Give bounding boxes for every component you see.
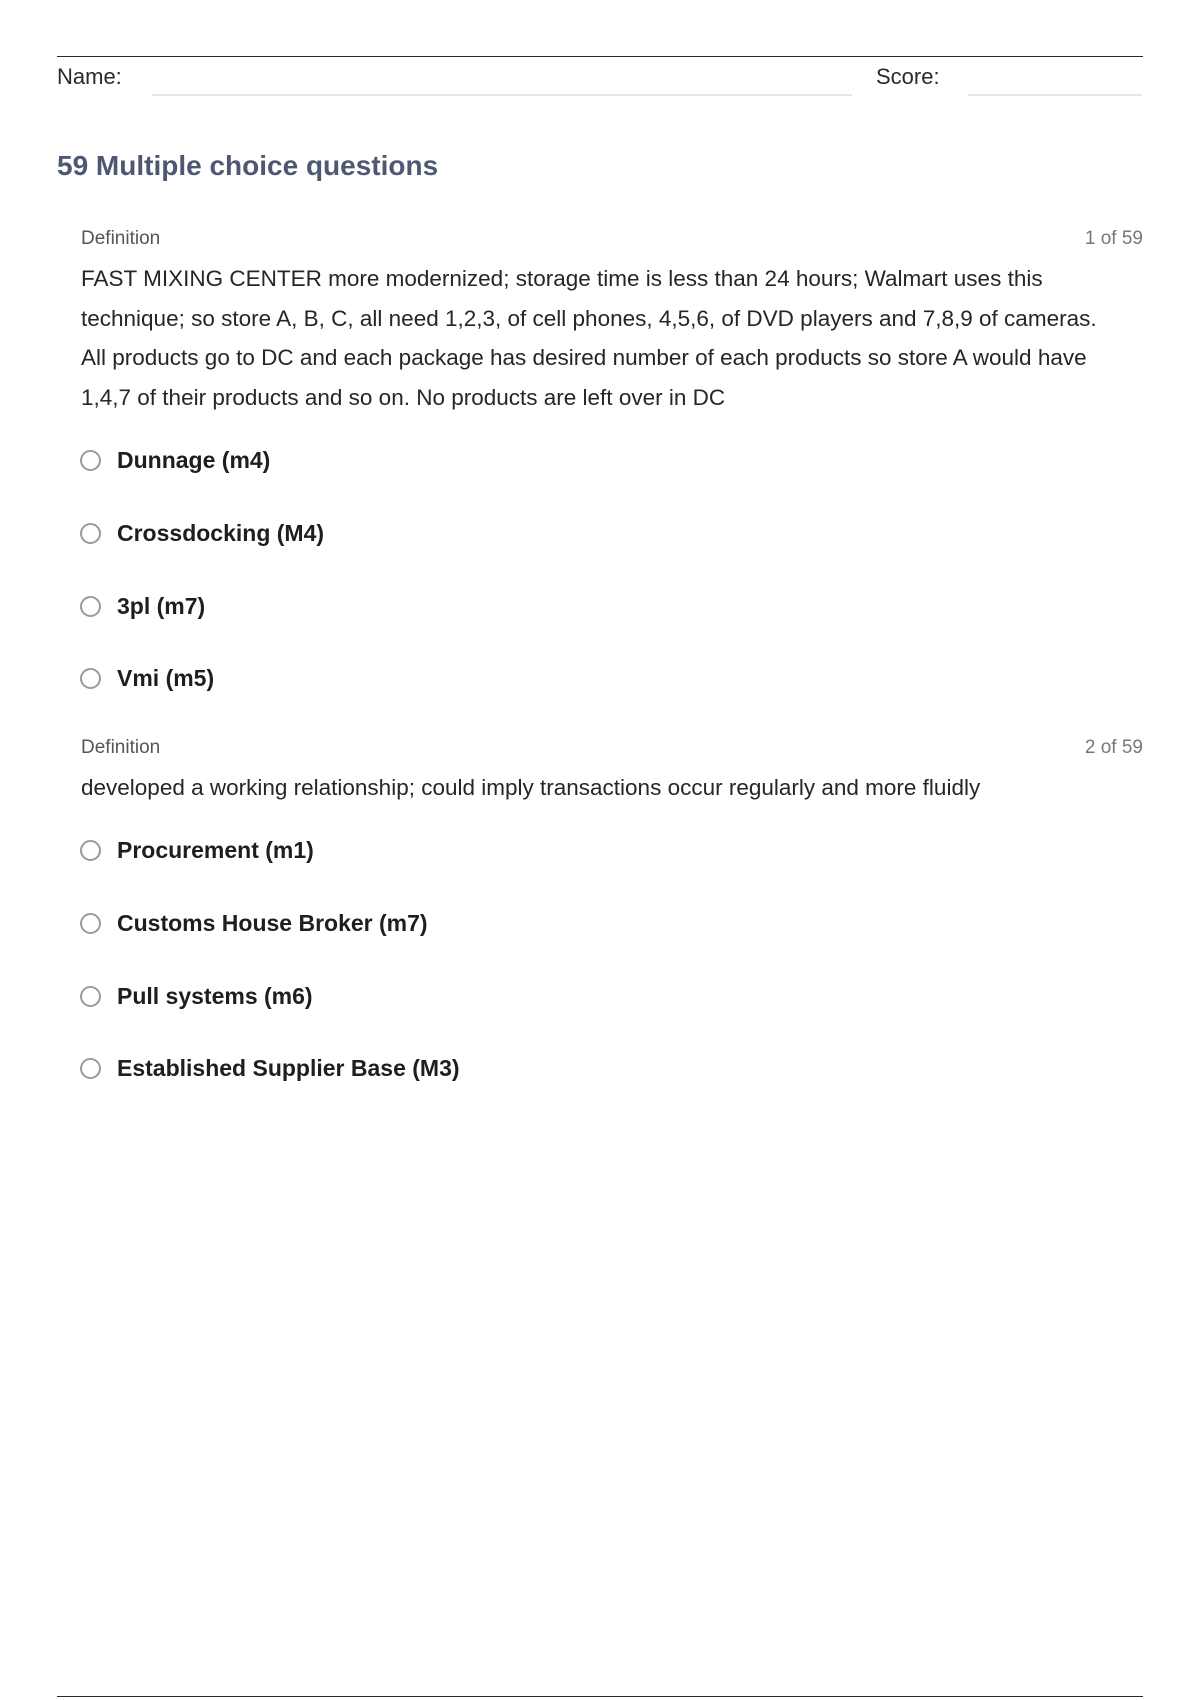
option-label: Customs House Broker (m7) <box>117 909 428 936</box>
option-label: Procurement (m1) <box>117 836 314 863</box>
option-label: Crossdocking (M4) <box>117 519 325 546</box>
question-1-counter: 1 of 59 <box>1084 228 1143 249</box>
question-2-option-2[interactable] <box>80 908 428 938</box>
score-label: Score: <box>876 64 940 89</box>
radio-button-icon[interactable] <box>80 986 101 1007</box>
name-field[interactable] <box>152 94 852 96</box>
option-label: Established Supplier Base (M3) <box>117 1054 460 1081</box>
option-label: Vmi (m5) <box>117 664 215 691</box>
question-2-option-3[interactable] <box>80 981 313 1011</box>
question-2-option-1[interactable] <box>80 835 314 865</box>
footer-rule <box>57 1696 1143 1697</box>
question-2-option-4[interactable] <box>80 1053 460 1083</box>
radio-button-icon[interactable] <box>80 523 101 544</box>
radio-button-icon[interactable] <box>80 1058 101 1079</box>
header-top-rule <box>57 56 1143 57</box>
option-label: Dunnage (m4) <box>117 446 271 473</box>
question-1-option-3[interactable] <box>80 591 205 621</box>
radio-button-icon[interactable] <box>80 450 101 471</box>
option-label: 3pl (m7) <box>117 592 206 619</box>
question-2-definition-text: developed a working relationship; could imply transactions occur regularly and more fluidly <box>81 775 981 800</box>
question-1-option-4[interactable] <box>80 663 214 693</box>
section-title: 59 Multiple choice questions <box>57 150 439 181</box>
radio-button-icon[interactable] <box>80 596 101 617</box>
question-1-option-2[interactable] <box>80 518 324 548</box>
score-field[interactable] <box>968 94 1142 96</box>
radio-button-icon[interactable] <box>80 840 101 861</box>
radio-button-icon[interactable] <box>80 913 101 934</box>
question-1-definition-text: FAST MIXING CENTER more modernized; storage time is less than 24 hours; Walmart uses this technique; so store A, B, C, all need 1,2,3, of cell phones, 4,5,6, of DVD players and 7,8,9 of cameras. All products go to DC and each package has desired number of each products so store A would have 1,4,7 of their products and so on. No products are left over in DC <box>81 266 1097 411</box>
name-label: Name: <box>57 64 122 89</box>
question-2-type-label: Definition <box>81 737 161 758</box>
question-2-counter: 2 of 59 <box>1084 737 1143 758</box>
question-1-type-label: Definition <box>81 228 161 249</box>
radio-button-icon[interactable] <box>80 668 101 689</box>
question-1-option-1[interactable] <box>80 445 270 475</box>
option-label: Pull systems (m6) <box>117 982 313 1009</box>
